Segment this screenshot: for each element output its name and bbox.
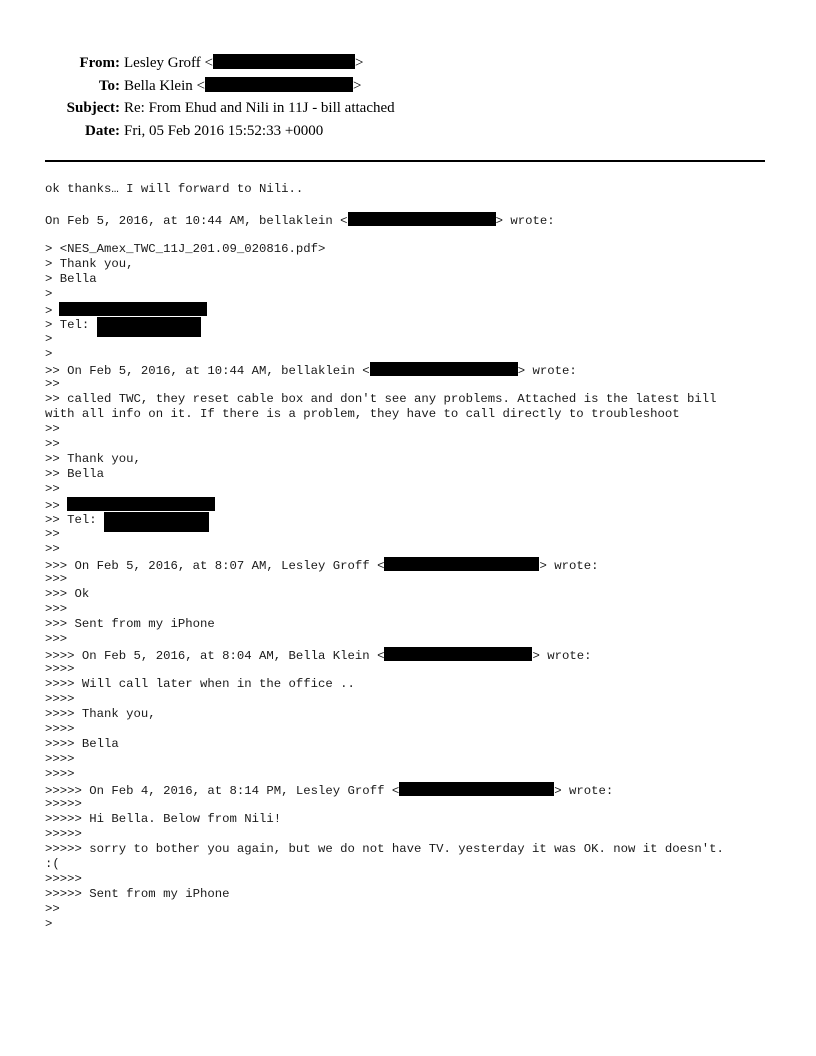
body-line: >>>> bbox=[45, 692, 75, 706]
body-line: On Feb 5, 2016, at 10:44 AM, bellaklein < > wrote: bbox=[45, 214, 555, 228]
body-line: >>>> Thank you, bbox=[45, 707, 156, 721]
body-line: > bbox=[45, 332, 53, 346]
body-line: >>>>> Hi Bella. Below from Nili! bbox=[45, 812, 282, 826]
body-line: >>>>> bbox=[45, 797, 82, 811]
body-line: >>> bbox=[45, 602, 68, 616]
body-line: > bbox=[45, 287, 53, 301]
body-line: >> Thank you, bbox=[45, 452, 141, 466]
body-line: with all info on it. If there is a problem, they have to call directly to troubleshoot bbox=[45, 407, 680, 421]
to-label: To: bbox=[98, 77, 120, 94]
redaction-box bbox=[348, 212, 496, 226]
to-tail: > bbox=[352, 77, 362, 94]
body-line: >>>>> On Feb 4, 2016, at 8:14 PM, Lesley Groff < > wrote: bbox=[45, 784, 614, 798]
body-line: >>> Sent from my iPhone bbox=[45, 617, 215, 631]
body-line: >> bbox=[45, 422, 60, 436]
from-row bbox=[0, 52, 816, 75]
body-line: >> called TWC, they reset cable box and don't see any problems. Attached is the latest bill bbox=[45, 392, 717, 406]
body-line: >>>> Bella bbox=[45, 737, 119, 751]
redaction-box bbox=[97, 317, 201, 337]
body-line: >> On Feb 5, 2016, at 10:44 AM, bellaklein < > wrote: bbox=[45, 364, 577, 378]
date-label: Date: bbox=[85, 122, 120, 139]
date-row bbox=[0, 120, 816, 143]
redaction-box bbox=[67, 497, 215, 511]
redaction-box bbox=[370, 362, 518, 376]
to-row bbox=[0, 75, 816, 98]
body-line: >> bbox=[45, 902, 60, 916]
body-line: >>>>> bbox=[45, 872, 82, 886]
redaction-box bbox=[104, 512, 209, 532]
body-line: >> bbox=[45, 497, 770, 512]
body-line: >> bbox=[45, 437, 60, 451]
from-label: From: bbox=[79, 55, 120, 71]
body-line: >>>> bbox=[45, 722, 75, 736]
body-line: > bbox=[45, 917, 53, 931]
body-line: > Tel: bbox=[45, 317, 770, 332]
body-line: > Bella bbox=[45, 272, 97, 286]
body-line: > <NES_Amex_TWC_11J_201.09_020816.pdf> bbox=[45, 242, 326, 256]
body-line: >> Tel: bbox=[45, 512, 770, 527]
body-line: >>> bbox=[45, 632, 68, 646]
body-line: >>>>> bbox=[45, 827, 82, 841]
redaction-box bbox=[384, 647, 532, 661]
body-line: > Thank you, bbox=[45, 257, 134, 271]
body-line: >> bbox=[45, 482, 60, 496]
body-line: >> bbox=[45, 377, 60, 391]
body-line: >>>> bbox=[45, 767, 75, 781]
body-line: > bbox=[45, 302, 770, 317]
body-line: >> Bella bbox=[45, 467, 105, 481]
email-body bbox=[45, 182, 770, 932]
redaction-box bbox=[213, 54, 355, 69]
redaction-box bbox=[399, 782, 554, 796]
redaction-box bbox=[59, 302, 207, 316]
body-line: >> bbox=[45, 527, 60, 541]
body-line: >>>> bbox=[45, 752, 75, 766]
body-line: >>> On Feb 5, 2016, at 8:07 AM, Lesley Groff < > wrote: bbox=[45, 559, 599, 573]
from-tail: > bbox=[355, 55, 364, 71]
body-line: >>>>> sorry to bother you again, but we do not have TV. yesterday it was OK. now it doesn't. bbox=[45, 842, 724, 856]
body-line: >>>> Will call later when in the office .. bbox=[45, 677, 355, 691]
body-line: >>> bbox=[45, 572, 68, 586]
to-value: Bella Klein < bbox=[124, 77, 205, 94]
body-line: :( bbox=[45, 857, 60, 871]
redaction-box bbox=[205, 77, 353, 92]
subject-value: Re: From Ehud and Nili in 11J - bill attached bbox=[124, 100, 395, 116]
date-value: Fri, 05 Feb 2016 15:52:33 +0000 bbox=[124, 122, 324, 139]
body-line: >>>> bbox=[45, 662, 75, 676]
body-line: >>>> On Feb 5, 2016, at 8:04 AM, Bella Klein < > wrote: bbox=[45, 649, 592, 663]
subject-row bbox=[0, 97, 816, 120]
body-line: > bbox=[45, 347, 53, 361]
redaction-box bbox=[384, 557, 539, 571]
subject-label: Subject: bbox=[66, 100, 120, 116]
body-line: >>> Ok bbox=[45, 587, 90, 601]
header-divider bbox=[45, 160, 765, 162]
email-header bbox=[0, 52, 816, 142]
body-line: >> bbox=[45, 542, 60, 556]
body-line: ok thanks… I will forward to Nili.. bbox=[45, 182, 304, 196]
from-value: Lesley Groff < bbox=[124, 55, 213, 71]
body-line: >>>>> Sent from my iPhone bbox=[45, 887, 230, 901]
